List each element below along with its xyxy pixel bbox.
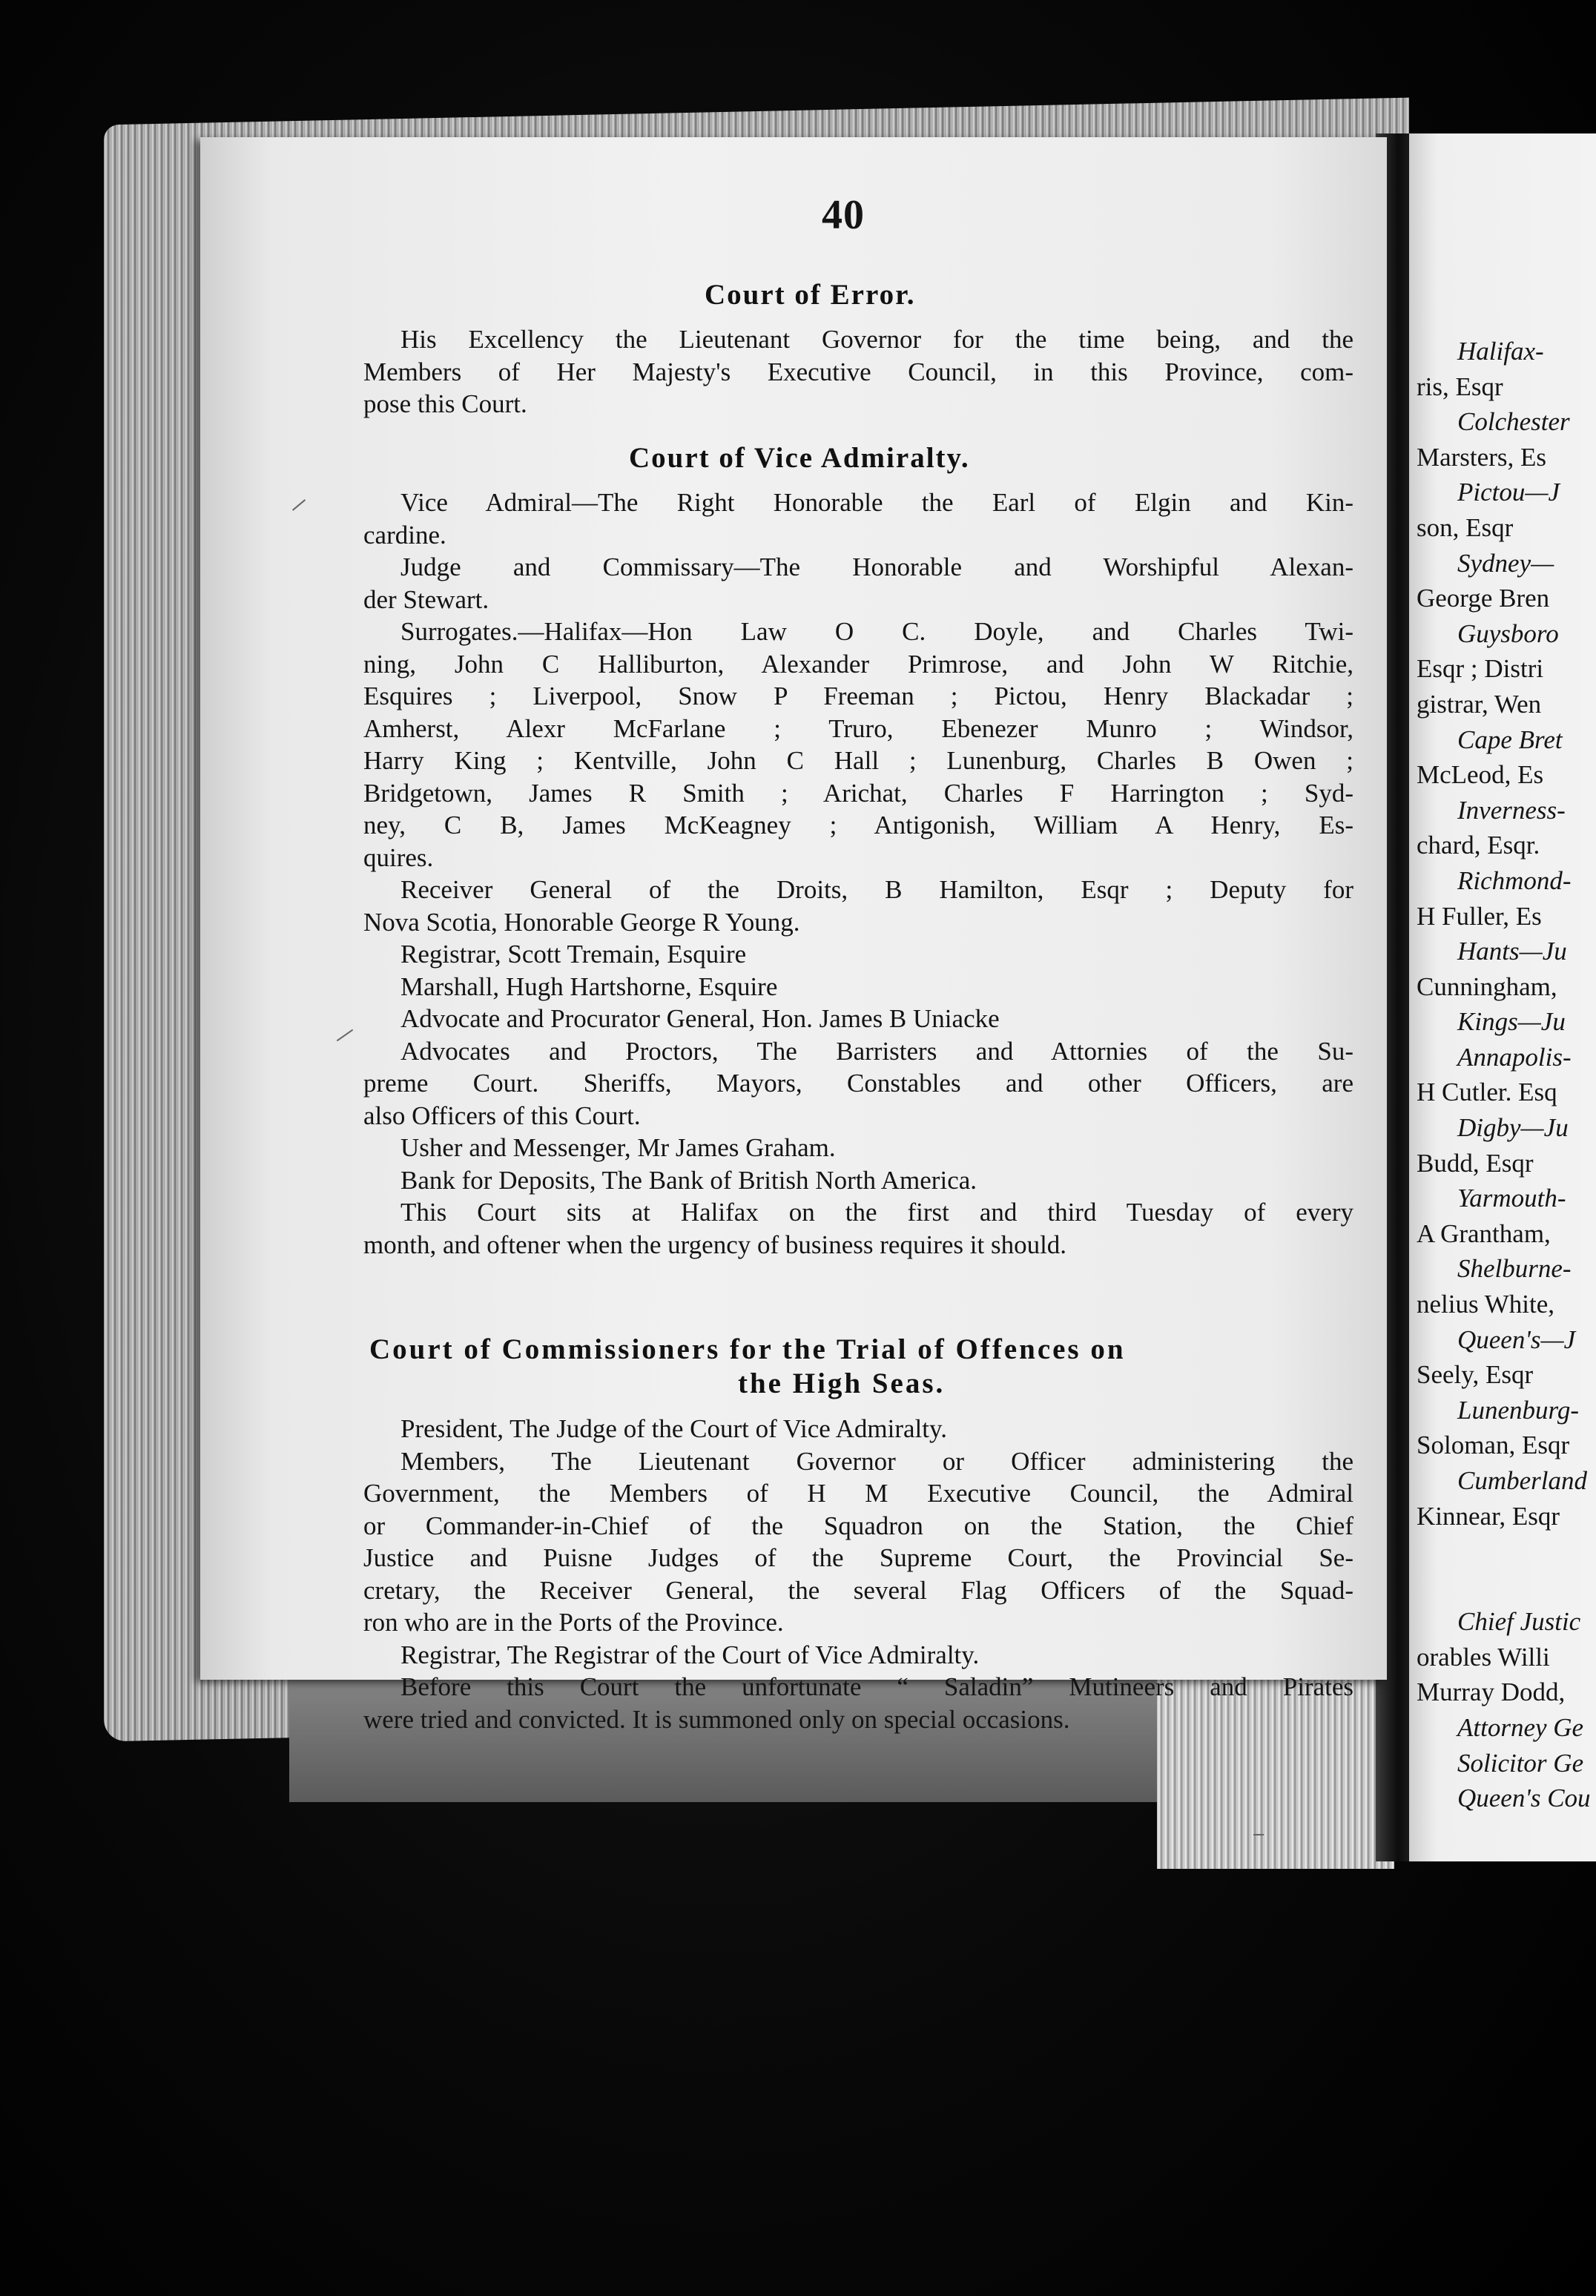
facing-page-line: Murray Dodd, bbox=[1417, 1678, 1566, 1707]
text-line: President, The Judge of the Court of Vice Admiralty. bbox=[400, 1414, 947, 1443]
text-line: Receiver General of the Droits, B Hamilton, Esqr ; Deputy for bbox=[400, 875, 1353, 904]
facing-page-line: Cunningham, bbox=[1417, 971, 1557, 1001]
facing-page-line: gistrar, Wen bbox=[1417, 689, 1542, 719]
court-of-commissioners-text bbox=[363, 1413, 1353, 1735]
facing-page-line: Seely, Esqr bbox=[1417, 1360, 1534, 1390]
facing-page-line: chard, Esqr. bbox=[1417, 831, 1540, 860]
right-facing-page bbox=[1409, 133, 1596, 1861]
facing-page-line: Marsters, Es bbox=[1417, 442, 1546, 472]
facing-page-line: Annapolis- bbox=[1457, 1042, 1572, 1072]
court-of-commissioners-heading-line2: the High Seas. bbox=[738, 1368, 946, 1399]
text-line: Vice Admiral—The Right Honorable the Earl of Elgin and Kin- bbox=[400, 488, 1353, 517]
text-line: Marshall, Hugh Hartshorne, Esquire bbox=[400, 971, 778, 1001]
text-line: His Excellency the Lieutenant Governor for the time being, and the bbox=[400, 325, 1353, 354]
facing-page-line: H Cutler. Esq bbox=[1417, 1078, 1557, 1107]
text-line: der Stewart. bbox=[363, 584, 489, 614]
text-line: ney, C B, James McKeagney ; Antigonish, William A Henry, Es- bbox=[363, 811, 1353, 839]
court-of-error-text bbox=[363, 323, 1353, 420]
text-line: ning, John C Halliburton, Alexander Primrose, and John W Ritchie, bbox=[363, 649, 1353, 679]
facing-page-line: H Fuller, Es bbox=[1417, 901, 1542, 931]
court-of-error-heading: Court of Error. bbox=[705, 279, 916, 311]
text-line: Harry King ; Kentville, John C Hall ; Lunenburg, Charles B Owen ; bbox=[363, 746, 1353, 775]
facing-page-line: nelius White, bbox=[1417, 1290, 1554, 1319]
text-line: Bridgetown, James R Smith ; Arichat, Charles F Harrington ; Syd- bbox=[363, 778, 1353, 808]
text-line: Members of Her Majesty's Executive Council, in this Province, com- bbox=[363, 357, 1353, 386]
text-line: Registrar, Scott Tremain, Esquire bbox=[400, 940, 747, 969]
text-line: Esquires ; Liverpool, Snow P Freeman ; Pictou, Henry Blackadar ; bbox=[363, 682, 1353, 710]
text-line: cretary, the Receiver General, the several Flag Officers of the Squad- bbox=[363, 1575, 1353, 1605]
text-line: ron who are in the Ports of the Province. bbox=[363, 1608, 784, 1637]
facing-page-line: Shelburne- bbox=[1457, 1254, 1572, 1284]
facing-page-line: Attorney Ge bbox=[1457, 1712, 1584, 1742]
facing-page-text bbox=[1417, 334, 1596, 1816]
facing-page-line: McLeod, Es bbox=[1417, 760, 1544, 790]
page-number: 40 bbox=[822, 192, 865, 238]
facing-page-line: son, Esqr bbox=[1417, 512, 1514, 542]
facing-page-line: Queen's—J bbox=[1457, 1325, 1576, 1354]
text-line: This Court sits at Halifax on the first and third Tuesday of every bbox=[400, 1198, 1353, 1227]
text-line: Surrogates.—Halifax—Hon Law O C. Doyle, and Charles Twi- bbox=[400, 617, 1353, 646]
facing-page-line: Lunenburg- bbox=[1457, 1395, 1579, 1425]
facing-page-line: Queen's Cou bbox=[1457, 1784, 1591, 1813]
text-line: pose this Court. bbox=[363, 389, 527, 418]
spacer bbox=[1417, 1534, 1596, 1604]
text-line: Judge and Commissary—The Honorable and Worshipful Alexan- bbox=[400, 552, 1353, 581]
facing-page-line: ris, Esqr bbox=[1417, 372, 1503, 401]
text-line: Advocate and Procurator General, Hon. James B Uniacke bbox=[400, 1004, 1000, 1033]
facing-page-line: Kings—Ju bbox=[1457, 1007, 1566, 1037]
facing-page-line: Soloman, Esqr bbox=[1417, 1431, 1570, 1460]
text-line: Registrar, The Registrar of the Court of Vice Admiralty. bbox=[400, 1640, 980, 1669]
text-line: preme Court. Sheriffs, Mayors, Constables and other Officers, are bbox=[363, 1069, 1353, 1098]
facing-page-line: Colchester bbox=[1457, 407, 1570, 437]
facing-page-line: Halifax- bbox=[1457, 337, 1544, 366]
court-of-vice-admiralty-heading: Court of Vice Admiralty. bbox=[629, 442, 970, 474]
facing-page-line: Esqr ; Distri bbox=[1417, 654, 1544, 684]
facing-page-line: Digby—Ju bbox=[1457, 1113, 1569, 1143]
facing-page-line: George Bren bbox=[1417, 584, 1550, 613]
text-line: Government, the Members of H M Executive Council, the Admiral bbox=[363, 1479, 1353, 1508]
court-of-vice-admiralty-text bbox=[363, 486, 1353, 1261]
text-line: Before this Court the unfortunate “ Saladin” Mutineers and Pirates bbox=[400, 1672, 1353, 1701]
text-line: were tried and convicted. It is summoned only on special occasions. bbox=[363, 1704, 1070, 1734]
text-line: Amherst, Alexr McFarlane ; Truro, Ebenezer Munro ; Windsor, bbox=[363, 713, 1353, 743]
facing-page-line: Cape Bret bbox=[1457, 725, 1563, 754]
facing-page-line: Cumberland bbox=[1457, 1466, 1587, 1495]
facing-page-line: Inverness- bbox=[1457, 795, 1566, 825]
facing-page-line: Richmond- bbox=[1457, 865, 1572, 895]
facing-page-line: Sydney— bbox=[1457, 548, 1554, 578]
text-line: Members, The Lieutenant Governor or Officer administering the bbox=[400, 1446, 1353, 1476]
text-line: quires. bbox=[363, 842, 434, 872]
text-line: Bank for Deposits, The Bank of British North America. bbox=[400, 1165, 977, 1195]
text-line: month, and oftener when the urgency of business requires it should. bbox=[363, 1230, 1067, 1259]
facing-page-line: Pictou—J bbox=[1457, 478, 1560, 507]
text-line: Nova Scotia, Honorable George R Young. bbox=[363, 907, 800, 937]
facing-page-line: Hants—Ju bbox=[1457, 937, 1567, 966]
facing-page-line: Chief Justic bbox=[1457, 1607, 1581, 1637]
text-line: Advocates and Proctors, The Barristers and Attornies of the Su- bbox=[400, 1036, 1353, 1066]
court-of-commissioners-heading: Court of Commissioners for the Trial of Offences on bbox=[369, 1333, 1126, 1365]
text-line: cardine. bbox=[363, 520, 446, 550]
facing-page-line: Kinnear, Esqr bbox=[1417, 1501, 1560, 1531]
facing-page-line: A Grantham, bbox=[1417, 1218, 1551, 1248]
text-line: Usher and Messenger, Mr James Graham. bbox=[400, 1133, 836, 1162]
facing-page-line: Budd, Esqr bbox=[1417, 1148, 1534, 1178]
text-line: or Commander-in-Chief of the Squadron on the Station, the Chief bbox=[363, 1511, 1353, 1540]
facing-page-line: orables Willi bbox=[1417, 1642, 1550, 1672]
pencil-mark bbox=[1253, 1834, 1264, 1835]
facing-page-line: Yarmouth- bbox=[1457, 1184, 1566, 1213]
text-line: Justice and Puisne Judges of the Supreme Court, the Provincial Se- bbox=[363, 1543, 1353, 1572]
text-line: also Officers of this Court. bbox=[363, 1101, 641, 1130]
facing-page-line: Solicitor Ge bbox=[1457, 1748, 1584, 1778]
facing-page-line: Guysboro bbox=[1457, 618, 1559, 648]
